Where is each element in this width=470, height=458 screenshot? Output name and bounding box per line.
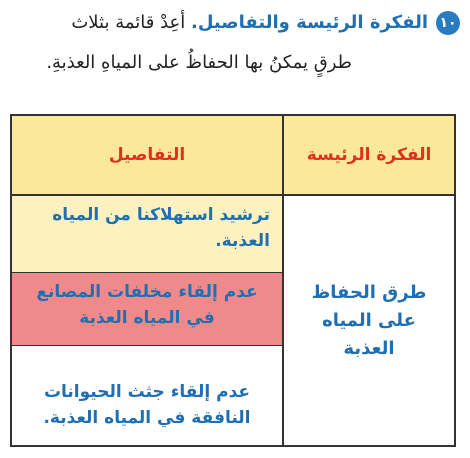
header-main-idea: الفكرة الرئيسة <box>282 116 454 196</box>
detail-row-2: عدم إلقاء مخلفات المصانع في المياه العذبة <box>12 272 282 346</box>
question-number-badge: ١٠ <box>436 11 460 35</box>
question-heading: الفكرة الرئيسة والتفاصيل. <box>191 12 428 33</box>
main-idea-text: طرق الحفاظ على المياه العذبة <box>311 281 427 359</box>
detail-row-3-text: عدم إلقاء جثث الحيوانات النافقة في المياه العذبة. <box>43 382 251 428</box>
question-instruction-2: طرقٍ يمكنُ بها الحفاظُ على المياهِ العذبةِ. <box>46 52 352 73</box>
question-line-1 <box>8 8 460 38</box>
question-header <box>0 0 470 96</box>
main-idea-cell <box>282 196 454 445</box>
detail-row-3 <box>12 346 282 445</box>
question-instruction-1: أعِدْ قائمة بثلاث <box>71 12 186 33</box>
main-idea-details-table <box>10 114 456 447</box>
header-details: التفاصيل <box>12 116 282 196</box>
detail-row-1: ترشيد استهلاكنا من المياه العذبة. <box>12 196 282 272</box>
